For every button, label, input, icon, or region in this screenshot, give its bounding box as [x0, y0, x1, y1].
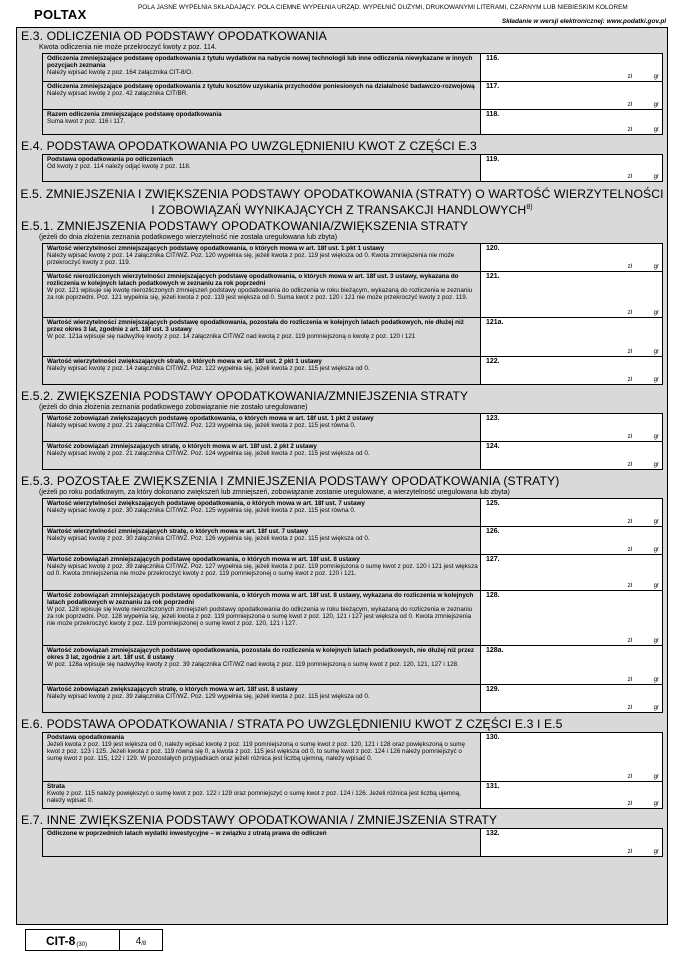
currency-gr: gr: [653, 127, 659, 133]
currency-gr: gr: [653, 583, 659, 590]
section-note: (jeżeli do dnia złożenia zeznania podatkowego wierzytelność nie została uregulowana lub zbyta): [39, 234, 338, 242]
field-number: 124.: [486, 443, 500, 451]
amount-input[interactable]: [481, 272, 662, 317]
field-number: 122.: [486, 358, 500, 366]
field-number: 130.: [486, 734, 500, 742]
form-field-row: [42, 781, 663, 809]
section: [17, 138, 667, 182]
field-description: [43, 685, 481, 712]
form-field-row: [42, 590, 663, 645]
field-number: 128.: [486, 592, 500, 600]
field-label: Wartość zobowiązań zwiększających podstawę opodatkowania, o których mowa w art. 18f ust. 1 pkt 2 ustawy: [47, 415, 374, 423]
amount-input[interactable]: [481, 414, 662, 441]
field-description: [43, 442, 481, 469]
field-number: 119.: [486, 156, 500, 163]
field-label: Podstawa opodatkowania po odliczeniach: [47, 156, 173, 163]
field-description: [43, 527, 481, 554]
section-title: [17, 473, 667, 489]
currency-gr: gr: [653, 74, 659, 80]
field-description: [43, 318, 481, 356]
form-field-row: [42, 81, 663, 109]
field-instruction: W poz. 121a wpisuje się nadwyżkę kwoty z poz. 14 załącznika CIT/WZ nad kwotą z poz. 119 pomniejszoną o kwotę z poz. 120 i 121: [47, 333, 416, 341]
amount-input[interactable]: [481, 82, 662, 109]
field-description: [43, 244, 481, 271]
field-description: [43, 646, 481, 684]
section-title-text: E.3. ODLICZENIA OD PODSTAWY OPODATKOWANIA: [21, 29, 327, 43]
field-label: Podstawa opodatkowania: [47, 734, 124, 742]
field-label: Odliczone w poprzednich latach wydatki inwestycyjne – w związku z utratą prawa do odliczeń: [47, 830, 327, 838]
section-title: [17, 716, 667, 732]
field-instruction: Należy wpisać kwotę z poz. 21 załącznika CIT/WZ. Poz. 124 wypełnia się, jeżeli kwota z poz. 115 jest większa od 0.: [47, 450, 370, 458]
field-label: Wartość zobowiązań zmniejszających stratę, o których mowa w art. 18f ust. 2 pkt 2 ustawy: [47, 443, 317, 451]
field-instruction: Należy wpisać kwotę z poz. 30 załącznika CIT/WZ. Poz. 126 wypełnia się, jeżeli kwota z poz. 115 jest większa od 0.: [47, 535, 370, 543]
currency-gr: gr: [653, 705, 659, 712]
field-number: 120.: [486, 245, 500, 253]
field-description: [43, 82, 481, 109]
field-label: Wartość wierzytelności zwiększających stratę, o których mowa w art. 18f ust. 2 pkt 1 ustawy: [47, 358, 322, 366]
form-field-row: [42, 554, 663, 590]
field-instruction: Należy wpisać kwotę z poz. 14 załącznika CIT/WZ. Poz. 122 wypełnia się, jeżeli kwota z poz. 115 jest większa od 0.: [47, 365, 370, 373]
currency-zl: zł: [627, 377, 632, 384]
currency-gr: gr: [653, 310, 659, 317]
section: [17, 218, 667, 385]
section: [17, 716, 667, 809]
currency-zl: zł: [627, 264, 632, 271]
form-field-row: [42, 498, 663, 526]
currency-zl: zł: [627, 434, 632, 441]
currency-zl: zł: [627, 638, 632, 645]
form-field-row: [42, 526, 663, 554]
field-label: Wartość zobowiązań zmniejszających podstawę opodatkowania, pozostała do rozliczenia w kolejnych latach podatkowych, nie dłużej niż przez okres 3 lat, zgodnie z art. 18f ust. 8 ustawy: [47, 647, 474, 662]
currency-zl: zł: [627, 849, 632, 856]
field-description: [43, 499, 481, 526]
page-number: [120, 930, 162, 950]
field-instruction: Należy wpisać kwotę z poz. 21 załącznika CIT/WZ. Poz. 123 wypełnia się, jeżeli kwota z poz. 115 jest równa 0.: [47, 422, 356, 430]
section: [17, 473, 667, 713]
currency-gr: gr: [653, 434, 659, 441]
section-title: [17, 218, 667, 234]
field-label: Wartość zobowiązań zwiększających stratę, o których mowa w art. 18f ust. 8 ustawy: [47, 686, 298, 694]
form-version: (30): [76, 942, 88, 948]
field-description: [43, 782, 481, 808]
page-current: 4: [135, 936, 142, 947]
field-number: 121a.: [486, 319, 504, 327]
field-number: 121.: [486, 273, 500, 281]
section-title-text: E.4. PODSTAWA OPODATKOWANIA PO UWZGLĘDNIENIU KWOT Z CZĘŚCI E.3: [21, 139, 477, 153]
currency-gr: gr: [653, 377, 659, 384]
amount-input[interactable]: [481, 782, 662, 808]
field-number: 128a.: [486, 647, 504, 655]
amount-input[interactable]: [481, 499, 662, 526]
page-total: /8: [141, 941, 147, 947]
form-field-row: [42, 317, 663, 356]
currency-gr: gr: [653, 801, 659, 808]
amount-input[interactable]: [481, 685, 662, 712]
form-field-row: [42, 828, 663, 857]
field-number: 123.: [486, 415, 500, 423]
currency-zl: zł: [627, 310, 632, 317]
field-description: [43, 591, 481, 645]
currency-zl: zł: [627, 801, 632, 808]
field-label: Wartość wierzytelności zwiększających podstawę opodatkowania, o których mowa w art. 18f ust. 7 ustawy: [47, 500, 365, 508]
field-number: 129.: [486, 686, 500, 694]
section-title-text: E.7. INNE ZWIĘKSZENIA PODSTAWY OPODATKOWANIA / ZMNIEJSZENIA STRATY: [21, 813, 498, 828]
section-title-text: E.6. PODSTAWA OPODATKOWANIA / STRATA PO UWZGLĘDNIENIU KWOT Z CZĘŚCI E.3 I E.5: [21, 717, 563, 732]
section: [17, 28, 667, 135]
currency-gr: gr: [653, 102, 659, 108]
fill-instruction: POLA JASNE WYPEŁNIA SKŁADAJĄCY. POLA CIEMNE WYPEŁNIA URZĄD. WYPEŁNIĆ DUŻYMI, DRUKOWANYMI LITERAMI, CZARNYM LUB NIEBIESKIM KOLOREM: [138, 4, 628, 11]
field-instruction: Należy wpisać kwotę z poz. 30 załącznika CIT/WZ. Poz. 125 wypełnia się, jeżeli kwota z poz. 115 jest równa 0.: [47, 507, 356, 515]
currency-zl: zł: [627, 774, 632, 781]
currency-zl: zł: [627, 462, 632, 469]
amount-input[interactable]: [481, 155, 662, 181]
field-label: Wartość nierozliczonych wierzytelności zmniejszających podstawę opodatkowania, o których mowa w art. 18f ust. 3 ustawy, wykazana do rozliczenia w kolejnych latach podatkowych w zeznaniu za rok poprzedni: [47, 273, 459, 288]
currency-zl: zł: [627, 705, 632, 712]
form-code-label: CIT-8: [46, 934, 76, 948]
amount-input[interactable]: [481, 829, 662, 856]
field-label: Odliczenia zmniejszające podstawę opodatkowania z tytułu wydatków na nabycie nowej technologii lub inne odliczenia niewykazane w innych pozycjach zeznania: [47, 55, 473, 70]
section-title-text: E.5.2. ZWIĘKSZENIA PODSTAWY OPODATKOWANIA/ZMNIEJSZENIA STRATY: [21, 389, 469, 404]
footnote-marker: 8): [526, 204, 533, 211]
brand-logo: POLTAX: [34, 7, 87, 22]
field-number: 125.: [486, 500, 500, 508]
section-title: [17, 812, 667, 828]
field-description: [43, 414, 481, 441]
section: [17, 185, 667, 218]
currency-zl: zł: [627, 677, 632, 684]
field-description: [43, 110, 481, 134]
amount-input[interactable]: [481, 357, 662, 384]
currency-gr: gr: [653, 547, 659, 554]
field-number: 132.: [486, 830, 500, 838]
form-field-row: [42, 732, 663, 781]
section-note: Kwota odliczenia nie może przekroczyć kwoty z poz. 114.: [39, 44, 217, 51]
field-description: [43, 733, 481, 781]
currency-zl: zł: [627, 174, 632, 180]
form-field-row: [42, 53, 663, 81]
section-title: [17, 28, 667, 44]
field-instruction: W poz. 128a wpisuje się nadwyżkę kwoty z poz. 39 załącznika CIT/WZ nad kwotą z poz. 119 pomniejszoną o sumę kwot z poz. 120, 121, 127 i 128.: [47, 661, 459, 669]
form-field-row: [42, 441, 663, 470]
currency-zl: zł: [627, 349, 632, 356]
form-field-row: [42, 109, 663, 135]
field-instruction: W poz. 128 wpisuje się kwotę nierozliczonych zmniejszeń podstawy opodatkowania do odliczenia w roku bieżącym, wykazaną do rozliczenia w zeznaniu za rok poprzedni. Poz. 128 wypełnia się, jeżeli kwota z poz. 119 pomniejszona o sumę kwot z poz. 120, 121 i 127 jest większa od 0. Kwota zmniejszenia nie może przekroczyć kwoty z poz. 119 pomniejszonej o sumę kwot z poz. 120, 121 i 127.: [47, 606, 473, 628]
field-description: [43, 54, 481, 81]
page-footer: [25, 929, 163, 951]
amount-input[interactable]: [481, 54, 662, 81]
currency-zl: zł: [627, 74, 632, 80]
form-field-row: [42, 684, 663, 713]
form-code: [26, 930, 120, 950]
field-label: Wartość wierzytelności zmniejszających stratę, o których mowa w art. 18f ust. 7 ustawy: [47, 528, 309, 536]
form-field-row: [42, 356, 663, 385]
currency-gr: gr: [653, 677, 659, 684]
field-label: Wartość wierzytelności zmniejszających podstawę opodatkowania, o których mowa w art. 18f ust. 1 pkt 1 ustawy: [47, 245, 385, 253]
form-field-row: [42, 271, 663, 317]
currency-zl: zł: [627, 583, 632, 590]
amount-input[interactable]: [481, 733, 662, 781]
currency-gr: gr: [653, 349, 659, 356]
field-number: 126.: [486, 528, 500, 536]
currency-zl: zł: [627, 547, 632, 554]
form-field-row: [42, 645, 663, 684]
section-title-text: E.5.3. POZOSTAŁE ZWIĘKSZENIA I ZMNIEJSZENIA PODSTAWY OPODATKOWANIA (STRATY): [21, 474, 560, 489]
currency-gr: gr: [653, 849, 659, 856]
field-instruction: Należy wpisać kwotę z poz. 39 załącznika CIT/WZ. Poz. 127 wypełnia się, jeżeli kwota z poz. 119 pomniejszona o sumę kwot z poz. 120 i 121 jest większa od 0. Kwota zmniejszenia nie może przekroczyć kwoty z poz. 119 pomniejszonej o sumę kwot z poz. 120 i 121.: [47, 563, 478, 578]
currency-zl: zł: [627, 519, 632, 526]
currency-gr: gr: [653, 519, 659, 526]
field-number: 131.: [486, 783, 500, 791]
currency-zl: zł: [627, 127, 632, 133]
field-number: 118.: [486, 111, 500, 118]
amount-input[interactable]: [481, 318, 662, 356]
section-note: (jeżeli do dnia złożenia zeznania podatkowego zobowiązanie nie zostało uregulowane): [39, 404, 308, 412]
field-label: Razem odliczenia zmniejszające podstawę opodatkowania: [47, 111, 222, 118]
amount-input[interactable]: [481, 244, 662, 271]
currency-gr: gr: [653, 638, 659, 645]
currency-zl: zł: [627, 102, 632, 108]
amount-input[interactable]: [481, 591, 662, 645]
field-label: Wartość zobowiązań zmniejszających podstawę opodatkowania, o których mowa w art. 18f ust. 8 ustawy: [47, 556, 360, 564]
electronic-submission-note: Składanie w wersji elektronicznej: www.podatki.gov.pl: [501, 18, 666, 25]
field-number: 127.: [486, 556, 500, 564]
field-instruction: Należy wpisać kwotę z poz. 42 załącznika CIT/BR.: [47, 90, 189, 98]
field-label: Wartość wierzytelności zmniejszających podstawę opodatkowania, pozostała do rozliczenia w kolejnych latach podatkowych, nie dłużej niż przez okres 3 lat, zgodnie z art. 18f ust. 3 ustawy: [47, 319, 464, 334]
field-description: [43, 272, 481, 317]
currency-gr: gr: [653, 174, 659, 180]
field-instruction: Kwotę z poz. 115 należy powiększyć o sumę kwot z poz. 122 i 129 oraz pomniejszyć o sumę kwot z poz. 124 i 126. Jeżeli różnica jest liczbą ujemną, należy wpisać 0.: [47, 790, 461, 805]
form-field-row: [42, 154, 663, 182]
section-title: [17, 388, 667, 404]
section-title-text: E.5. ZMNIEJSZENIA I ZWIĘKSZENIA PODSTAWY OPODATKOWANIA (STRATY) O WARTOŚĆ WIERZYTELNOŚCI I ZOBOWIĄZAŃ WYNIKAJĄCYCH Z TRANSAKCJI HANDLOWYCH: [20, 187, 664, 218]
amount-input[interactable]: [481, 555, 662, 590]
amount-input[interactable]: [481, 110, 662, 134]
field-description: [43, 155, 481, 181]
currency-gr: gr: [653, 264, 659, 271]
field-instruction: Suma kwot z poz. 116 i 117.: [47, 118, 126, 126]
field-number: 116.: [486, 55, 500, 62]
amount-input[interactable]: [481, 442, 662, 469]
field-instruction: Jeżeli kwota z poz. 119 jest większa od 0, należy wpisać kwotę z poz. 119 pomniejszoną o sumę kwot z poz. 120, 121 i 128 oraz powiększoną o sumę kwot z poz. 123 i 125. Jeżeli kwota z poz. 119 równa się 0, a kwota z poz. 115 jest większa od 0, to sumę kwot z poz. 124 i 126 należy pomniejszyć o sumę kwot z poz. 115, 122 i 129. W pozostałych przypadkach oraz jeżeli różnica jest liczbą ujemną, należy wpisać 0.: [47, 741, 466, 763]
section: [17, 388, 667, 470]
currency-gr: gr: [653, 462, 659, 469]
form-field-row: [42, 243, 663, 271]
section-title: [17, 138, 667, 154]
form-field-row: [42, 413, 663, 441]
field-label: Strata: [47, 783, 65, 791]
amount-input[interactable]: [481, 646, 662, 684]
field-instruction: Należy wpisać kwotę z poz. 164 załącznika CIT-8/O.: [47, 69, 193, 77]
amount-input[interactable]: [481, 527, 662, 554]
section-note: (jeżeli po roku podatkowym, za który dokonano zwiększeń lub zmniejszeń, zobowiązanie zostanie uregulowane, a wierzytelność uregulowana lub zbyta): [39, 489, 510, 497]
field-instruction: Od kwoty z poz. 114 należy odjąć kwotę z poz. 118.: [47, 163, 191, 171]
field-label: Odliczenia zmniejszające podstawę opodatkowania z tytułu kosztów uzyskania przychodów poniesionych na działalność badawczo-rozwojową: [47, 83, 475, 90]
currency-gr: gr: [653, 774, 659, 781]
section-title: [17, 185, 667, 218]
field-description: [43, 829, 481, 856]
section: [17, 812, 667, 857]
field-number: 117.: [486, 83, 500, 90]
tax-form-page: [16, 27, 668, 925]
field-label: Wartość zobowiązań zmniejszających podstawę opodatkowania, o których mowa w art. 18f ust. 8 ustawy, wykazana do rozliczenia w kolejnych latach podatkowych w zeznaniu za rok poprzedni: [47, 592, 474, 607]
field-instruction: Należy wpisać kwotę z poz. 39 załącznika CIT/WZ. Poz. 129 wypełnia się, jeżeli kwota z poz. 115 jest większa od 0.: [47, 693, 370, 701]
field-instruction: W poz. 121 wpisuje się kwotę nierozliczonych zmniejszeń podstawy opodatkowania do odliczenia w roku bieżącym, wykazaną do rozliczenia w zeznaniu za rok poprzedni. Poz. 121 wypełnia się, jeżeli kwota z poz. 119 jest większa od 0. Suma kwot z poz. 120 i 121 nie może przekroczyć kwoty z poz. 119.: [47, 287, 473, 302]
field-description: [43, 555, 481, 590]
form-header: [20, 3, 668, 27]
section-title-text: E.5.1. ZMNIEJSZENIA PODSTAWY OPODATKOWANIA/ZWIĘKSZENIA STRATY: [21, 219, 469, 234]
field-instruction: Należy wpisać kwotę z poz. 14 załącznika CIT/WZ. Poz. 120 wypełnia się, jeżeli kwota z poz. 119 jest większa od 0. Kwota zmniejszenia nie może przekroczyć kwoty z poz. 119.: [47, 252, 455, 267]
field-description: [43, 357, 481, 384]
